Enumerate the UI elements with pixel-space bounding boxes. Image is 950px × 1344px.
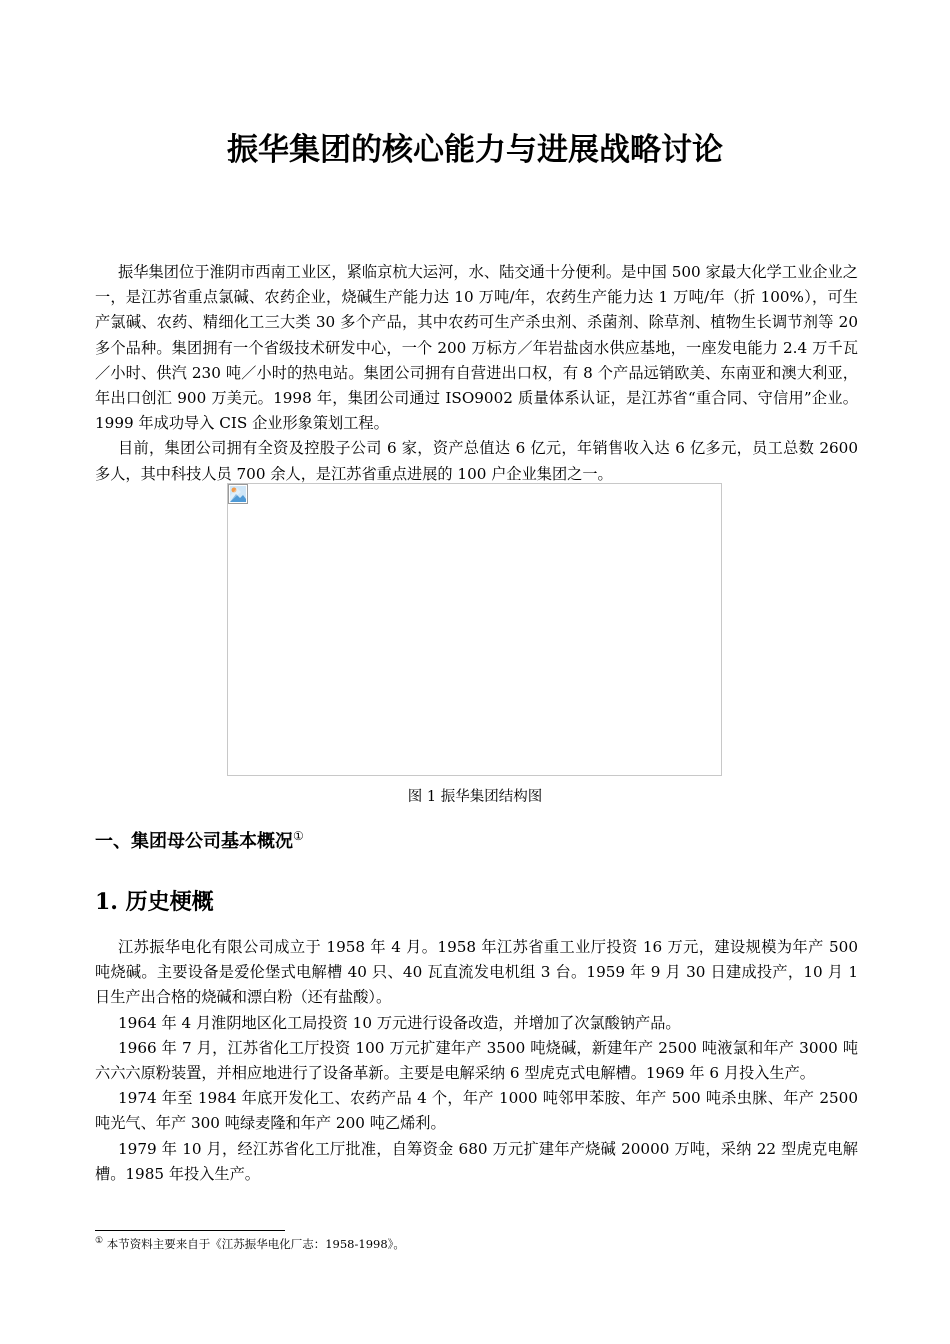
intro-section bbox=[95, 260, 858, 487]
document-title: 振华集团的核心能力与进展战略讨论 bbox=[227, 132, 723, 168]
section-heading bbox=[95, 827, 304, 853]
figure-caption: 图 1 振华集团结构图 bbox=[407, 789, 543, 805]
footnote-divider bbox=[95, 1230, 285, 1231]
footnote-reference[interactable]: ① bbox=[293, 829, 304, 843]
footnote-marker: ① bbox=[95, 1236, 104, 1247]
sub-heading: 1. 历史梗概 bbox=[95, 889, 214, 915]
history-section bbox=[95, 935, 858, 1187]
figure-image-placeholder bbox=[227, 483, 722, 776]
footnote bbox=[95, 1236, 405, 1252]
history-paragraph: 1979 年 10 月，经江苏省化工厅批准，自筹资金 680 万元扩建年产烧碱 20000 万吨，采纳 22 型虎克电解槽。1985 年投入生产。 bbox=[95, 1139, 858, 1183]
history-paragraph: 1964 年 4 月淮阴地区化工局投资 10 万元进行设备改造，并增加了次氯酸钠产品。 bbox=[118, 1013, 681, 1032]
intro-paragraph: 振华集团位于淮阴市西南工业区，紧临京杭大运河，水、陆交通十分便利。是中国 500 家最大化学工业企业之一，是江苏省重点氯碱、农药企业，烧碱生产能力达 10 万吨/年，农药生产能力达 1 万吨/年（折 100%），可生产氯碱、农药、精细化工三大类 30 多个产品，其中农药可生产杀虫剂、杀菌剂、除草剂、植物生长调节剂等 20 多个品种。集团拥有一个省级技术研发中心，一个 200 万标方／年岩盐卤水供应基地，一座发电能力 2.4 万千瓦／小时、供汽 230 吨／小时的热电站。集团公司拥有自营进出口权，有 8 个产品远销欧美、东南亚和澳大利亚，年出口创汇 900 万美元。1998 年，集团公司通过 ISO9002 质量体系认证，是江苏省“重合同、守信用”企业。1999 年成功导入 CIS 企业形象策划工程。 bbox=[95, 263, 858, 433]
footnote-text: 本节资料主要来自于《江苏振华电化厂志：1958-1998》。 bbox=[106, 1237, 405, 1251]
history-paragraph: 江苏振华电化有限公司成立于 1958 年 4 月。1958 年江苏省重工业厅投资 16 万元，建设规模为年产 500 吨烧碱。主要设备是爱伦堡式电解槽 40 只、40 瓦直流发电机组 3 台。1959 年 9 月 30 日建成投产，10 月 1 日生产出合格的烧碱和漂白粉（还有盐酸）。 bbox=[95, 938, 858, 1007]
section-heading-text: 一、集团母公司基本概况 bbox=[95, 831, 293, 852]
intro-paragraph: 目前，集团公司拥有全资及控股子公司 6 家，资产总值达 6 亿元，年销售收入达 6 亿多元，员工总数 2600 多人，其中科技人员 700 余人，是江苏省重点进展的 100 户企业集团之一。 bbox=[95, 439, 858, 483]
broken-image-icon bbox=[228, 484, 248, 504]
history-paragraph: 1974 年至 1984 年底开发化工、农药产品 4 个，年产 1000 吨邻甲苯胺、年产 500 吨杀虫脒、年产 2500 吨光气、年产 300 吨绿麦隆和年产 200 吨乙烯利。 bbox=[95, 1089, 858, 1133]
history-paragraph: 1966 年 7 月，江苏省化工厅投资 100 万元扩建年产 3500 吨烧碱，新建年产 2500 吨液氯和年产 3000 吨六六六原粉装置，并相应地进行了设备革新。主要是电解采纳 6 型虎克式电解槽。1969 年 6 月投入生产。 bbox=[95, 1038, 858, 1083]
